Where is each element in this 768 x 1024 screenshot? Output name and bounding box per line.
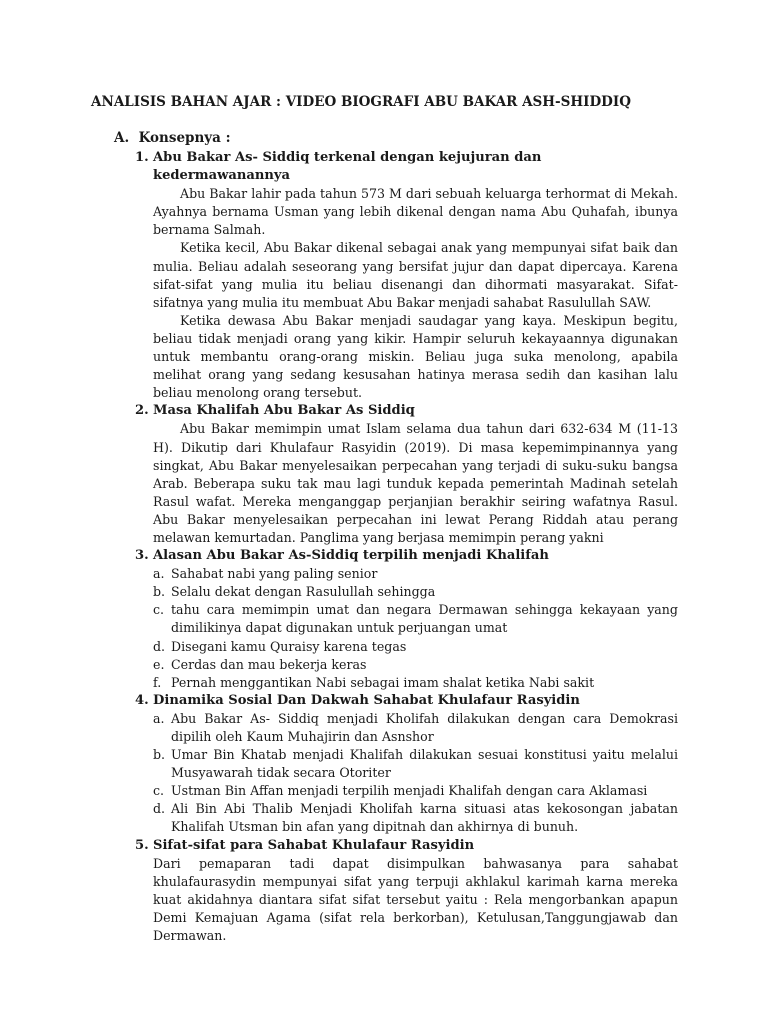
list-text: Ustman Bin Affan menjadi terpilih menjadi Khalifah dengan cara Aklamasi [171,783,648,799]
list-item [135,674,678,692]
list-item [135,782,678,800]
item-heading-text: Dinamika Sosial Dan Dakwah Sahabat Khulafaur Rasyidin [153,692,580,708]
list-item [135,638,678,656]
item-heading [135,837,678,855]
item-heading [135,692,678,710]
item-number: 4. [135,692,149,708]
list-item [135,710,678,746]
item-heading-text: Sifat-sifat para Sahabat Khulafaur Rasyidin [153,837,475,853]
paragraph: Abu Bakar memimpin umat Islam selama dua tahun dari 632-634 M (11-13 H). Dikutip dari Khulafaur Rasyidin (2019). Di masa kepemimpinannya yang singkat, Abu Bakar menyelesaikan perpecahan yang terjadi di suku-suku bangsa Arab. Beberapa suku tak mau lagi tunduk kepada pemerintah Madinah setelah Rasul wafat. Mereka menganggap perjanjian berakhir seiring wafatnya Rasul. Abu Bakar menyelesaikan perpecahan ini lewat Perang Riddah atau perang melawan kemurtadan. Panglima yang berjasa memimpin perang yakni [153,421,678,545]
list-text: Selalu dekat dengan Rasulullah sehingga [171,584,436,600]
list-item [135,656,678,674]
paragraph: Abu Bakar lahir pada tahun 573 M dari sebuah keluarga terhormat di Mekah. Ayahnya bernama Usman yang lebih dikenal dengan nama Abu Quhafah, ibunya bernama Salmah. [153,186,678,238]
item-number: 1. [135,150,149,165]
list-letter: a. [153,566,165,582]
section-heading [114,130,231,146]
list-text: Sahabat nabi yang paling senior [171,566,378,582]
list-letter: d. [153,801,166,817]
list-item [135,565,678,583]
item-heading-text: Alasan Abu Bakar As-Siddiq terpilih menjadi Khalifah [153,548,549,564]
list-text: Ali Bin Abi Thalib Menjadi Kholifah karna situasi atas kekosongan jabatan Khalifah Utsman bin afan yang dipitnah dan akhirnya di bunuh. [171,801,678,835]
list-text: Disegani kamu Quraisy karena tegas [171,638,407,654]
paragraph: Dari pemaparan tadi dapat disimpulkan bahwasanya para sahabat khulafaurasydin mempunyai sifat yang terpuji akhlakul karimah karna mereka kuat akidahnya diantara sifat sifat tersebut yaitu : Rela mengorbankan apapun Demi Kemajuan Agama (sifat rela berkorban), Ketulusan,Tanggungjawab dan Dermawan. [153,855,678,944]
list-item [135,800,678,836]
item-heading [135,402,678,420]
item-number: 3. [135,548,149,564]
list-item [135,601,678,637]
list-letter: b. [153,747,166,763]
list-letter: c. [153,783,165,799]
list-text: Umar Bin Khatab menjadi Khalifah dilakukan sesuai konstitusi yaitu melalui Musyawarah tidak secara Otoriter [171,747,678,781]
list-text: tahu cara memimpin umat dan negara Dermawan sehingga kekayaan yang dimilikinya dapat digunakan untuk perjuangan umat [171,602,678,636]
item-heading-text: Abu Bakar As- Siddiq terkenal dengan kejujuran dan kedermawanannya [153,150,542,184]
list-letter: a. [153,710,165,726]
list-item [135,746,678,782]
document-content [135,149,678,945]
list-letter: c. [153,602,165,618]
document-title: ANALISIS BAHAN AJAR : VIDEO BIOGRAFI ABU BAKAR ASH-SHIDDIQ [91,94,631,110]
section-letter: A. [114,130,130,146]
list-text: Pernah menggantikan Nabi sebagai imam shalat ketika Nabi sakit [171,674,595,690]
list-text: Cerdas dan mau bekerja keras [171,656,367,672]
list-text: Abu Bakar As- Siddiq menjadi Kholifah dilakukan dengan cara Demokrasi dipilih oleh Kaum Muhajirin dan Asnshor [171,710,678,744]
item-number: 5. [135,837,149,853]
item-number: 2. [135,403,149,419]
list-letter: f. [153,674,162,690]
paragraph: Ketika kecil, Abu Bakar dikenal sebagai anak yang mempunyai sifat baik dan mulia. Beliau adalah seseorang yang bersifat jujur dan dapat dipercaya. Karena sifat-sifat yang mulia itu beliau disenangi dan dihormati masyarakat. Sifat-sifatnya yang mulia itu membuat Abu Bakar menjadi sahabat Rasulullah SAW. [153,240,678,310]
list-item [135,583,678,601]
item-heading [135,547,678,565]
item-heading [135,149,678,185]
paragraph: Ketika dewasa Abu Bakar menjadi saudagar yang kaya. Meskipun begitu, beliau tidak menjadi orang yang kikir. Hampir seluruh kekayaannya digunakan untuk membantu orang-orang miskin. Beliau juga suka menolong, apabila melihat orang yang sedang kesusahan hatinya merasa sedih dan kasihan lalu beliau menolong orang tersebut. [153,312,678,401]
list-letter: d. [153,638,166,654]
section-title: Konsepnya : [138,130,231,146]
list-letter: b. [153,584,166,600]
item-heading-text: Masa Khalifah Abu Bakar As Siddiq [153,403,415,419]
list-letter: e. [153,656,165,672]
